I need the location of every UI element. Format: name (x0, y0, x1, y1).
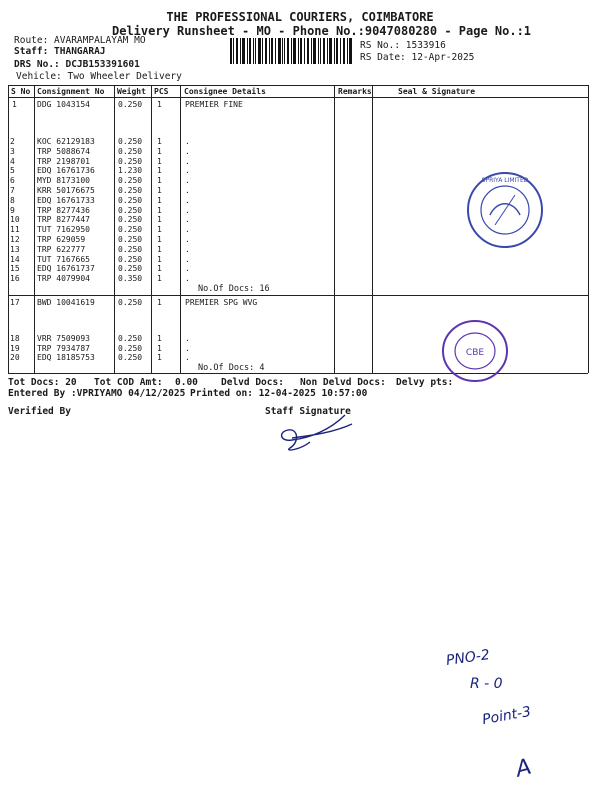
handwritten-r: R - 0 (470, 676, 503, 692)
handwritten-pno: PNO-2 (445, 647, 491, 669)
vehicle: Vehicle: Two Wheeler Delivery (16, 71, 182, 82)
verified-by: Verified By (8, 406, 71, 417)
rs-date: RS Date: 12-Apr-2025 (360, 52, 475, 63)
tot-cod-label: Tot COD Amt: (94, 377, 163, 388)
col-weight: Weight (117, 87, 146, 96)
runsheet-subtitle: Delivery Runsheet - MO - Phone No.:9047080280 - Page No.:1 (112, 24, 532, 38)
col-seal: Seal & Signature (398, 87, 476, 96)
company-stamp-1 (465, 170, 545, 250)
staff-name: Staff: THANGARAJ (14, 46, 106, 57)
company-stamp-2 (440, 318, 510, 384)
staff-signature-image (270, 410, 360, 455)
non-delvd-docs: Non Delvd Docs: (300, 377, 386, 388)
col-consignee: Consignee Details (184, 87, 266, 96)
delvy-pts: Delvy pts: (396, 377, 454, 388)
svg-text:CBE: CBE (465, 348, 485, 358)
delvd-docs: Delvd Docs: (221, 377, 284, 388)
rs-number: RS No.: 1533916 (360, 40, 446, 51)
tot-docs: Tot Docs: 20 (8, 377, 77, 388)
handwritten-initials: A (513, 754, 535, 783)
barcode-image (230, 38, 354, 64)
tot-cod-value: 0.00 (175, 377, 198, 388)
col-pcs: PCS (154, 87, 169, 96)
drs-number: DRS No.: DCJB153391601 (14, 59, 140, 70)
svg-text:SPRIYA LIMITED: SPRIYA LIMITED (481, 177, 529, 184)
handwritten-point: Point-3 (480, 703, 533, 729)
entered-by: Entered By :VPRIYAMO 04/12/2025 (8, 388, 186, 399)
printed-on: Printed on: 12-04-2025 10:57:00 (190, 388, 368, 399)
group2-docs: No.Of Docs: 4 (198, 363, 265, 373)
col-remarks: Remarks (338, 87, 372, 96)
col-consignment: Consignment No (37, 87, 105, 96)
group1-docs: No.Of Docs: 16 (198, 284, 270, 294)
col-sno: S No (11, 87, 31, 96)
route: Route: AVARAMPALAYAM MO (14, 35, 146, 46)
staff-signature-label: Staff Signature (265, 406, 351, 417)
company-name: THE PROFESSIONAL COURIERS, COIMBATORE (166, 10, 434, 24)
